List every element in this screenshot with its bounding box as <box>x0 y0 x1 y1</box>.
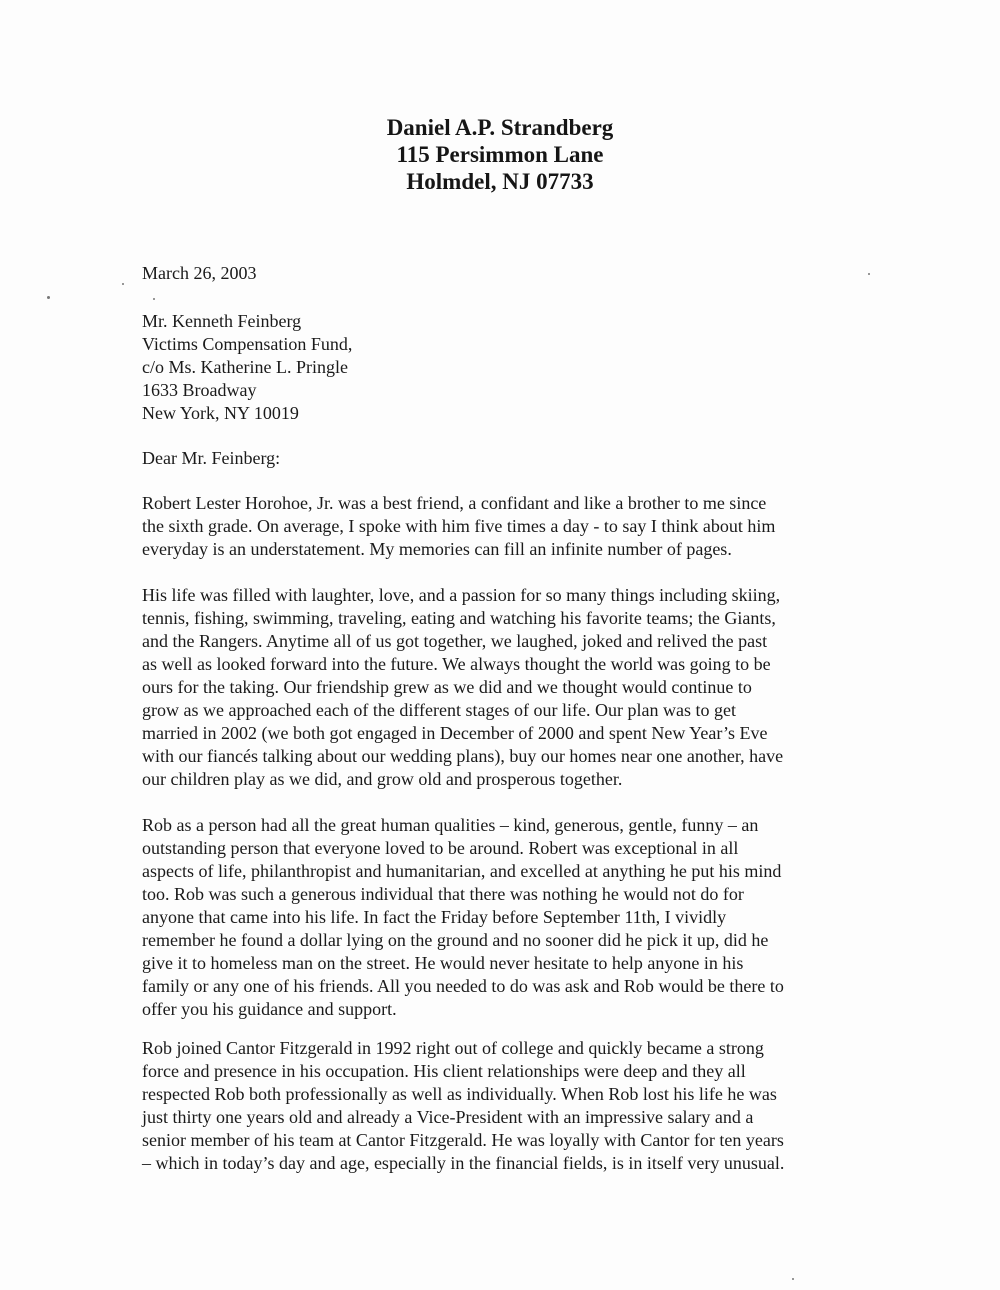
recipient-line: Victims Compensation Fund, <box>142 334 353 354</box>
paragraph-line: married in 2002 (we both got engaged in December of 2000 and spent New Year’s Eve <box>142 723 768 743</box>
paragraph-line: with our fiancés talking about our wedding plans), buy our homes near one another, have <box>142 746 784 766</box>
sender-city: Holmdel, NJ 07733 <box>406 169 594 194</box>
paragraph-line: everyday is an understatement. My memories can fill an infinite number of pages. <box>142 539 732 559</box>
scan-speck <box>122 283 124 285</box>
letter-date: March 26, 2003 <box>142 263 257 283</box>
paragraph-line: outstanding person that everyone loved to be around. Robert was exceptional in all <box>142 838 739 858</box>
recipient-address <box>142 310 352 425</box>
paragraph-line: family or any one of his friends. All you needed to do was ask and Rob would be there to <box>142 976 784 996</box>
scan-speck <box>153 298 155 300</box>
paragraph-line: tennis, fishing, swimming, traveling, eating and watching his favorite teams; the Giants, <box>142 608 776 628</box>
paragraph-line: as well as looked forward into the future. We always thought the world was going to be <box>142 654 771 674</box>
paragraph-line: respected Rob both professionally as well as individually. When Rob lost his life he was <box>142 1084 777 1104</box>
paragraph-qualities <box>142 814 872 1021</box>
paragraph-line: offer you his guidance and support. <box>142 999 397 1019</box>
sender-name: Daniel A.P. Strandberg <box>386 115 614 140</box>
paragraph-line: and the Rangers. Anytime all of us got together, we laughed, joked and relived the past <box>142 631 768 651</box>
paragraph-line: remember he found a dollar lying on the ground and no sooner did he pick it up, did he <box>142 930 769 950</box>
paragraph-line: the sixth grade. On average, I spoke with him five times a day - to say I think about him <box>142 516 776 536</box>
paragraph-line: aspects of life, philanthropist and humanitarian, and excelled at anything he put his mind <box>142 861 782 881</box>
paragraph-life <box>142 584 872 791</box>
paragraph-line: grow as we approached each of the different stages of our life. Our plan was to get <box>142 700 736 720</box>
paragraph-line: give it to homeless man on the street. He would never hesitate to help anyone in his <box>142 953 744 973</box>
paragraph-line: just thirty one years old and already a Vice-President with an impressive salary and a <box>142 1107 754 1127</box>
recipient-line: c/o Ms. Katherine L. Pringle <box>142 357 348 377</box>
recipient-line: Mr. Kenneth Feinberg <box>142 311 302 331</box>
paragraph-line: senior member of his team at Cantor Fitzgerald. He was loyally with Cantor for ten years <box>142 1130 784 1150</box>
scan-speck <box>868 273 870 275</box>
paragraph-line: Rob joined Cantor Fitzgerald in 1992 right out of college and quickly became a strong <box>142 1038 764 1058</box>
salutation: Dear Mr. Feinberg: <box>142 448 281 468</box>
sender-street: 115 Persimmon Lane <box>396 142 604 167</box>
letterhead <box>290 114 710 195</box>
paragraph-line: ours for the taking. Our friendship grew as we did and we thought would continue to <box>142 677 752 697</box>
paragraph-line: anyone that came into his life. In fact the Friday before September 11th, I vividly <box>142 907 727 927</box>
paragraph-career <box>142 1037 872 1175</box>
recipient-line: New York, NY 10019 <box>142 403 299 423</box>
scan-speck <box>47 296 50 299</box>
recipient-line: 1633 Broadway <box>142 380 257 400</box>
paragraph-line: force and presence in his occupation. His client relationships were deep and they all <box>142 1061 746 1081</box>
scan-speck <box>792 1278 794 1280</box>
paragraph-line: His life was filled with laughter, love, and a passion for so many things including skiing, <box>142 585 781 605</box>
paragraph-line: too. Rob was such a generous individual that there was nothing he would not do for <box>142 884 744 904</box>
paragraph-line: Robert Lester Horohoe, Jr. was a best friend, a confidant and like a brother to me since <box>142 493 767 513</box>
paragraph-line: – which in today’s day and age, especially in the financial fields, is in itself very unusual. <box>142 1153 785 1173</box>
paragraph-line: Rob as a person had all the great human qualities – kind, generous, gentle, funny – an <box>142 815 759 835</box>
paragraph-line: our children play as we did, and grow old and prosperous together. <box>142 769 623 789</box>
paragraph-friendship <box>142 492 872 561</box>
